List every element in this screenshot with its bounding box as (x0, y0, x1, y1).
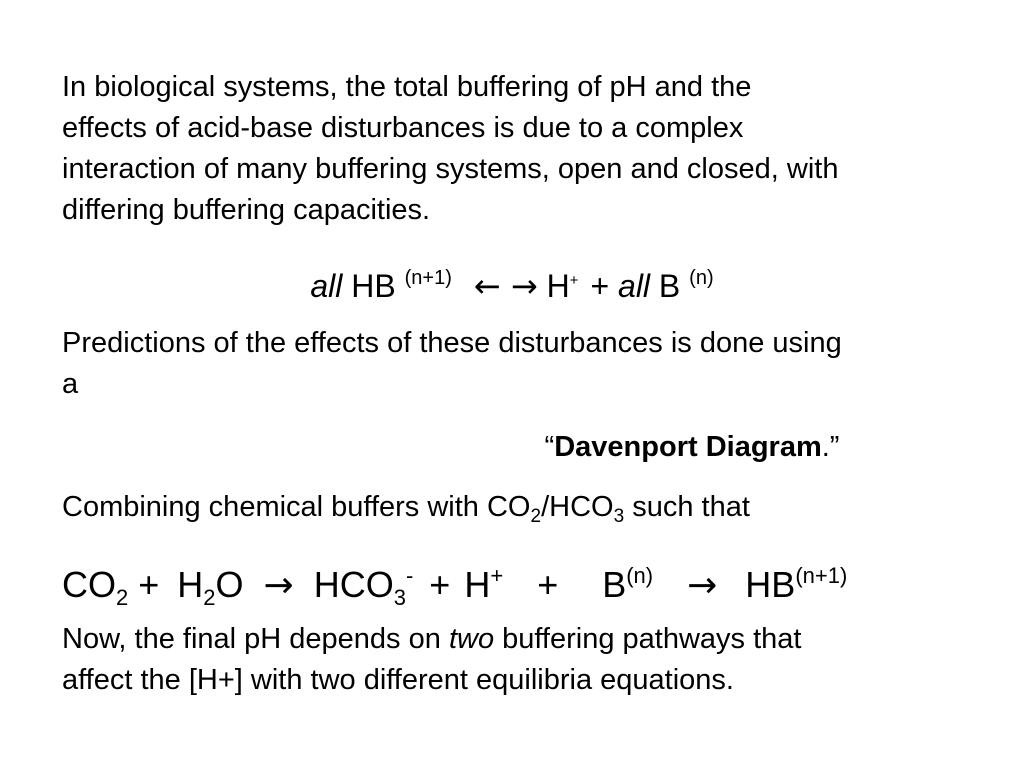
eq1-plus: + (590, 268, 610, 304)
conclusion-text-a: Now, the final pH depends on (62, 623, 449, 655)
eq2-h2o-sub: 2 (203, 585, 216, 610)
intro-line-3: interaction of many buffering systems, open and closed, with (62, 153, 839, 185)
conclusion-text-b: buffering pathways that (494, 623, 802, 655)
eq2-co: CO (62, 564, 116, 605)
combining-text-a: Combining chemical buffers with CO (62, 491, 531, 523)
predictions-paragraph (62, 323, 992, 405)
close-quote: .” (821, 431, 840, 463)
eq2-hb-sup: (n+1) (795, 563, 848, 588)
conclusion-emphasis: two (448, 623, 495, 655)
eq2-hco-sup: - (405, 563, 414, 588)
eq2-h2o-o: O (215, 564, 244, 605)
intro-line-1: In biological systems, the total buffering of pH and the (62, 71, 752, 103)
eq1-all-1: all (310, 268, 343, 304)
open-quote: “ (544, 431, 555, 463)
predictions-line-1: Predictions of the effects of these disturbances is done using (62, 327, 842, 359)
eq2-arrow-1-icon: → (263, 565, 294, 606)
predictions-line-2: a (62, 368, 79, 400)
eq2-h: H (464, 564, 491, 605)
eq2-hb: HB (745, 564, 796, 605)
intro-paragraph (62, 67, 992, 231)
eq1-b: B (658, 268, 681, 304)
intro-line-2: effects of acid-base disturbances is due to a complex (62, 112, 744, 144)
conclusion-line-2: affect the [H+] with two different equilibria equations. (62, 664, 734, 696)
davenport-diagram-title (180, 427, 1024, 467)
eq1-hb-charge: (n+1) (404, 267, 452, 289)
eq1-hb: HB (351, 268, 396, 304)
conclusion-paragraph (62, 619, 992, 701)
eq2-b-sup: (n) (626, 563, 654, 588)
davenport-diagram-name: Davenport Diagram (554, 431, 822, 463)
bicarbonate-equation (62, 552, 847, 622)
combining-paragraph (62, 487, 992, 537)
eq1-h-charge: + (569, 272, 579, 289)
eq1-h: H (546, 268, 570, 304)
eq2-hco: HCO (313, 564, 394, 605)
eq2-b: B (602, 564, 627, 605)
eq2-plus-1: + (138, 564, 160, 605)
eq2-h-sup: + (490, 563, 504, 588)
intro-line-4: differing buffering capacities. (62, 194, 431, 226)
combining-text-c: such that (624, 491, 750, 523)
combining-text-b: /HCO (541, 491, 614, 523)
eq1-double-arrow-icon: ← → (473, 267, 538, 305)
eq2-plus-3: + (537, 564, 559, 605)
combining-sub-a: 2 (530, 506, 542, 527)
eq2-h2o-h: H (177, 564, 204, 605)
eq2-plus-2: + (429, 564, 451, 605)
combining-sub-b: 3 (613, 506, 625, 527)
eq2-hco-sub: 3 (393, 585, 406, 610)
eq2-co-sub: 2 (116, 585, 129, 610)
eq1-all-2: all (618, 268, 651, 304)
eq1-b-charge: (n) (689, 267, 714, 289)
eq2-arrow-2-icon: → (687, 565, 718, 606)
equilibrium-equation (0, 258, 1024, 306)
